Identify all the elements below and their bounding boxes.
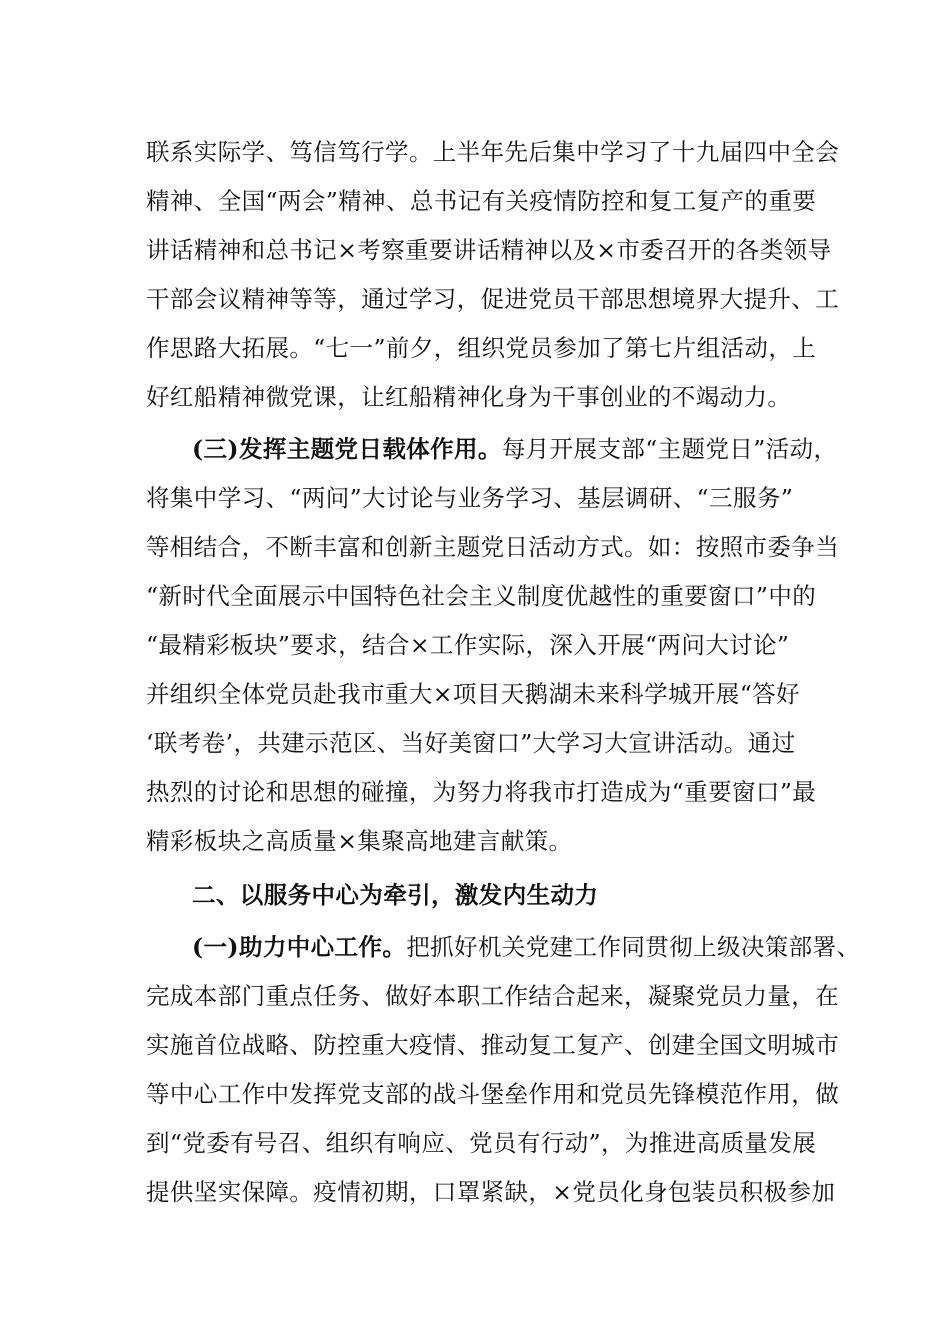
- paragraph-line: 讲话精神和总书记×考察重要讲话精神以及×市委召开的各类领导: [146, 236, 832, 264]
- paragraph-text: 每月开展支部“主题党日”活动，: [501, 435, 838, 463]
- paragraph-text: 把抓好机关党建工作同贯彻上级决策部署、: [406, 933, 861, 961]
- paragraph-line: 并组织全体党员赴我市重大×项目天鹅湖未来科学城开展“答好: [146, 680, 800, 708]
- paragraph-line: 精彩板块之高质量×集聚高地建言献策。: [146, 827, 573, 855]
- subsection-heading: (一)助力中心工作。: [192, 933, 407, 961]
- paragraph-line: 提供坚实保障。疫情初期，口罩紧缺，×党员化身包装员积极参加: [146, 1178, 836, 1206]
- paragraph-line: 热烈的讨论和思想的碰撞，为努力将我市打造成为“重要窗口”最: [146, 778, 817, 806]
- paragraph-line: 将集中学习、“两问”大讨论与业务学习、基层调研、“三服务”: [146, 484, 794, 512]
- paragraph-line: 好红船精神微党课，让红船精神化身为干事创业的不竭动力。: [146, 383, 792, 411]
- subsection-heading: (三)发挥主题党日载体作用。: [192, 435, 502, 463]
- paragraph-line: “新时代全面展示中国特色社会主义制度优越性的重要窗口”中的: [146, 582, 817, 610]
- paragraph-line: 联系实际学、笃信笃行学。上半年先后集中学习了十九届四中全会: [146, 138, 840, 166]
- paragraph-line: 到“党委有号召、组织有响应、党员有行动”，为推进高质量发展: [146, 1129, 817, 1157]
- paragraph-line: 完成本部门重点任务、做好本职工作结合起来，凝聚党员力量，在: [146, 982, 840, 1010]
- paragraph-line: 实施首位战略、防控重大疫情、推动复工复产、创建全国文明城市: [146, 1031, 840, 1059]
- paragraph-line: 等中心工作中发挥党支部的战斗堡垒作用和党员先锋模范作用，做: [146, 1080, 840, 1108]
- paragraph-first-line: [192, 927, 861, 967]
- paragraph-line: 干部会议精神等等，通过学习，促进党员干部思想境界大提升、工: [146, 285, 840, 313]
- section-heading: 二、以服务中心为牵引，激发内生动力: [192, 881, 599, 909]
- paragraph-line: 等相结合，不断丰富和创新主题党日活动方式。如：按照市委争当: [146, 533, 840, 561]
- paragraph-line: 作思路大拓展。“七一”前夕，组织党员参加了第七片组活动，上: [146, 334, 817, 362]
- paragraph-line: ‘联考卷’，共建示范区、当好美窗口”大学习大宣讲活动。通过: [146, 729, 796, 757]
- paragraph-line: 精神、全国“两会”精神、总书记有关疫情防控和复工复产的重要: [146, 187, 817, 215]
- paragraph-first-line: [192, 429, 838, 469]
- paragraph-line: “最精彩板块”要求，结合×工作实际，深入开展“两问大讨论”: [146, 631, 790, 659]
